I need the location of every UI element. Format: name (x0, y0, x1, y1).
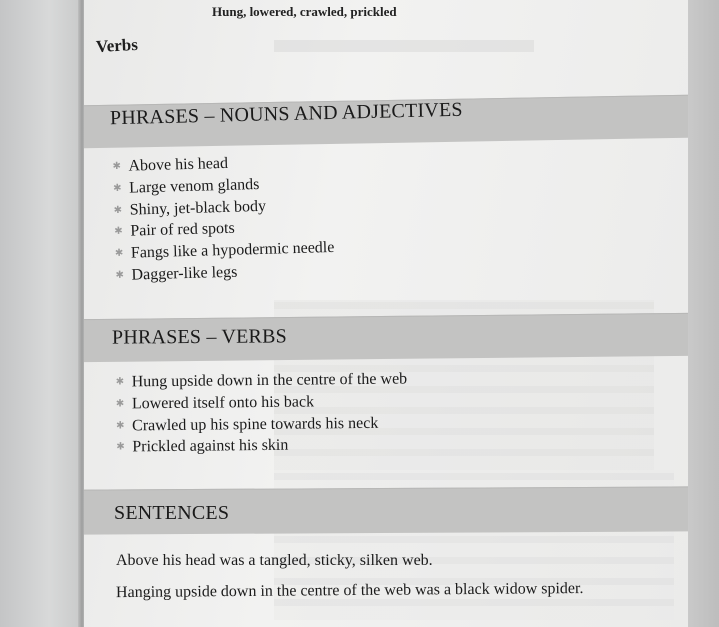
star-bullet-icon: ✱ (115, 269, 125, 282)
list-item: ✱ Lowered itself onto his back (116, 390, 408, 415)
list-item: ✱ Fangs like a hypodermic needle (115, 237, 335, 265)
section-title-sentences: SENTENCES (114, 502, 230, 524)
list-item: ✱ Hung upside down in the centre of the web (116, 368, 408, 393)
page-edge-right (688, 0, 719, 627)
running-head: Hung, lowered, crawled, prickled (212, 4, 397, 19)
star-bullet-icon: ✱ (116, 420, 125, 432)
star-bullet-icon: ✱ (112, 182, 122, 194)
nouns-adjectives-list (112, 150, 335, 287)
book-page (84, 0, 688, 627)
star-bullet-icon: ✱ (115, 376, 125, 388)
star-bullet-icon: ✱ (114, 248, 124, 260)
star-bullet-icon: ✱ (115, 398, 125, 410)
list-item: ✱ Above his head (112, 150, 332, 178)
list-item: ✱ Pair of red spots (114, 215, 334, 243)
chapter-label: Verbs (95, 34, 139, 57)
section-title-verbs: PHRASES – VERBS (111, 325, 287, 349)
sentence-paragraph: Hanging upside down in the centre of the web was a black widow spider. (115, 580, 584, 602)
facing-page-edge (0, 0, 82, 627)
star-bullet-icon: ✱ (113, 204, 123, 216)
list-item: ✱ Large venom glands (113, 172, 333, 200)
list-item: ✱ Shiny, jet-black body (113, 194, 333, 222)
star-bullet-icon: ✱ (116, 441, 125, 453)
list-item: ✱ Prickled against his skin (116, 434, 408, 459)
star-bullet-icon: ✱ (112, 160, 122, 173)
star-bullet-icon: ✱ (114, 226, 123, 238)
list-item: ✱ Dagger-like legs (115, 259, 335, 287)
verbs-list (116, 368, 408, 458)
list-item: ✱ Crawled up his spine towards his neck (116, 412, 408, 437)
section-title-nouns-adjectives: PHRASES – NOUNS AND ADJECTIVES (109, 98, 463, 130)
sentence-paragraph: Above his head was a tangled, sticky, silken web. (116, 552, 433, 569)
